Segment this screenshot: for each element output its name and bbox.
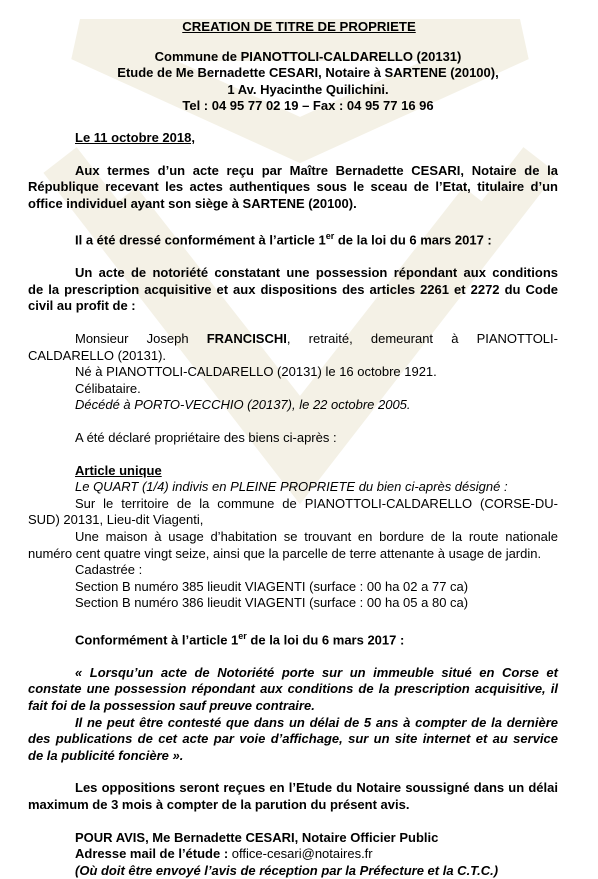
person-comma: , xyxy=(286,331,291,347)
notoriete-line-2: de la prescription acquisitive et aux dispositions des articles 2261 et 2272 du Code xyxy=(28,281,558,297)
document-page xyxy=(28,19,558,879)
notoriete-line-1: Un acte de notoriété constatant une possession répondant aux conditions xyxy=(75,265,558,281)
dresse-text-end: de la loi du 6 mars 2017 : xyxy=(334,232,492,248)
dresse-line xyxy=(28,228,558,249)
person-surname: FRANCISCHI xyxy=(206,331,287,347)
intro-line-2: République recevant les actes authentiques sous le sceau de l’Etat, titulaire d’un xyxy=(28,179,558,195)
quote-line-4: Il ne peut être contesté que dans un délai de 5 ans à compter de la dernière xyxy=(75,714,558,730)
person-word: PIANOTTOLI- xyxy=(476,331,558,347)
article-section-2: Section B numéro 386 lieudit VIAGENTI (surface : 00 ha 05 a 80 ca) xyxy=(75,595,469,611)
closing-mail-label: Adresse mail de l’étude : xyxy=(75,846,229,862)
person-word: à xyxy=(451,331,459,347)
notoriete-paragraph xyxy=(28,265,558,315)
quote-line-5: des publications de cet acte par voie d’affichage, sur un site internet et au service xyxy=(28,731,558,747)
person-died: Décédé à PORTO-VECCHIO (20137), le 22 octobre 2005. xyxy=(75,397,411,413)
law-quote xyxy=(28,665,558,765)
person-line-2: CALDARELLO (20131). xyxy=(28,347,167,363)
opposition-line-1: Les oppositions seront reçues en l’Etude du Notaire soussigné dans un délai xyxy=(75,780,558,796)
article-quart: Le QUART (1/4) indivis en PLEINE PROPRIETE du bien ci-après désigné : xyxy=(75,479,508,495)
conforme-line xyxy=(28,628,558,649)
conforme-text: Conformément à l’article 1 xyxy=(75,632,239,648)
person-word: Monsieur xyxy=(75,331,129,347)
article-territory-1: Sur le territoire de la commune de PIANOTTOLI-CALDARELLO (CORSE-DU- xyxy=(75,495,558,511)
article-section-1: Section B numéro 385 lieudit VIAGENTI (surface : 00 ha 02 a 77 ca) xyxy=(75,578,469,594)
declared-line: A été déclaré propriétaire des biens ci-après : xyxy=(75,430,337,446)
header-tel: Tel : 04 95 77 02 19 – Fax : 04 95 77 16 96 xyxy=(182,98,434,114)
article-territory-2: SUD) 20131, Lieu-dit Viagenti, xyxy=(28,512,204,528)
conforme-superscript: er xyxy=(238,630,247,641)
article-house-1: Une maison à usage d’habitation se trouvant en bordure de la route nationale xyxy=(75,528,558,544)
closing-block xyxy=(28,830,558,879)
person-word: Joseph xyxy=(146,331,189,347)
header-address: 1 Av. Hyacinthe Quilichini. xyxy=(227,81,389,97)
person-status: Célibataire. xyxy=(75,380,141,396)
person-line-1 xyxy=(28,331,558,348)
quote-line-1: « Lorsqu’un acte de Notoriété porte sur un immeuble situé en Corse et xyxy=(75,664,558,680)
opposition-paragraph xyxy=(28,780,558,813)
document-date: Le 11 octobre 2018, xyxy=(75,129,195,145)
document-title: CREATION DE TITRE DE PROPRIETE xyxy=(182,19,416,34)
closing-pour-avis: POUR AVIS, Me Bernadette CESARI, Notaire Officier Public xyxy=(75,829,439,845)
intro-paragraph xyxy=(28,163,558,213)
header-commune: Commune de PIANOTTOLI-CALDARELLO (20131) xyxy=(154,48,462,64)
intro-line-1: Aux termes d’un acte reçu par Maître Bernadette CESARI, Notaire de la xyxy=(75,162,558,178)
article-cadastre: Cadastrée : xyxy=(75,562,143,578)
dresse-text: Il a été dressé conformément à l’article 1 xyxy=(75,232,326,248)
person-block xyxy=(28,331,558,414)
article-house-2: numéro cent quatre vingt seize, ainsi que la parcelle de terre attenante à usage de jardin. xyxy=(28,545,542,561)
article-heading: Article unique xyxy=(75,462,162,478)
header-etude: Etude de Me Bernadette CESARI, Notaire à SARTENE (20100), xyxy=(117,65,499,81)
quote-line-3: fait foi de la possession sauf preuve contraire. xyxy=(28,698,315,714)
opposition-line-2: maximum de 3 mois à compter de la parution du présent avis. xyxy=(28,797,410,813)
closing-mail-line xyxy=(28,846,558,863)
quote-line-2: constate une possession répondant aux conditions de la prescription acquisitive, il xyxy=(28,681,558,697)
quote-line-6: de la publicité foncière ». xyxy=(28,747,184,763)
article-block xyxy=(28,463,558,612)
person-born: Né à PIANOTTOLI-CALDARELLO (20131) le 16 octobre 1921. xyxy=(75,364,437,380)
person-word: retraité, xyxy=(308,331,353,347)
notary-header xyxy=(58,49,558,115)
conforme-text-end: de la loi du 6 mars 2017 : xyxy=(246,632,405,648)
notoriete-line-3: civil au profit de : xyxy=(28,298,136,314)
person-name-group xyxy=(207,331,291,348)
closing-mail-address[interactable]: office-cesari@notaires.fr xyxy=(228,846,373,862)
intro-line-3: office individuel ayant son siège à SARTENE (20100). xyxy=(28,195,357,211)
closing-note: (Où doit être envoyé l’avis de réception par la Préfecture et la C.T.C.) xyxy=(75,862,499,878)
dresse-superscript: er xyxy=(325,231,335,242)
person-word: demeurant xyxy=(370,331,434,347)
